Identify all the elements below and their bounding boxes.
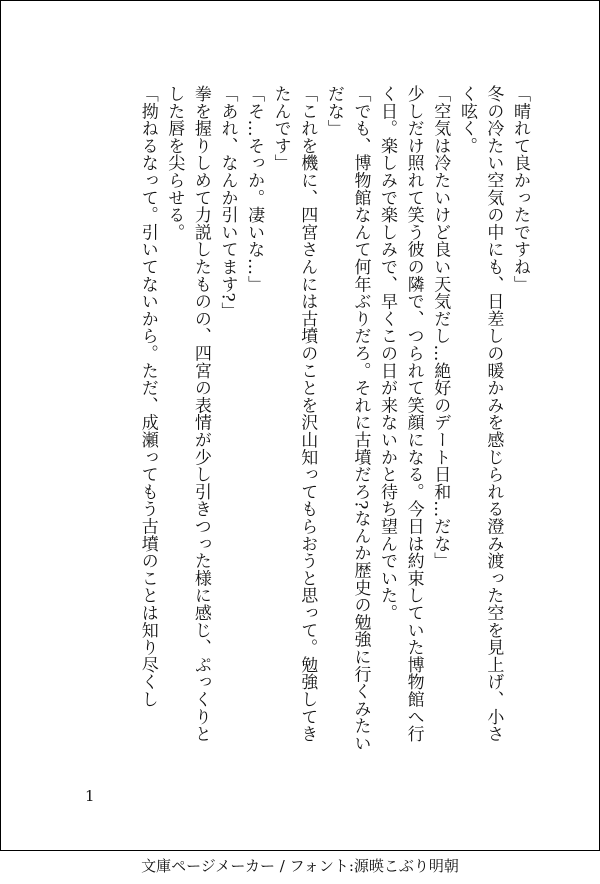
paragraph: 「そ…そっか。凄いな…」 [244,85,265,293]
paragraph: 冬の冷たい空気の中にも、日差しの暖かみを感じられる澄み渡った空を見上げ、小さく呟く。 [456,85,504,743]
paragraph: 少しだけ照れて笑う彼の隣で、つられて笑顔になる。今日は約束していた博物館へ行く日。楽しみで楽しみで、早くこの日が来ないかと待ち望んでいた。 [377,85,424,743]
paragraph: 「空気は冷たいけど良い天気だし…絶好のデート日和…だな」 [430,85,451,570]
paragraph: 「これを機に、四宮さんには古墳のことを沢山知ってもらおうと思って。勉強してきたんです」 [270,85,318,743]
body-text [71,85,533,753]
paragraph: 「あれ、なんか引いてます?」 [217,85,238,320]
paragraph: 「拗ねるなって。引いてないから。ただ、成瀬ってもう古墳のことは知り尽くし [137,85,158,708]
page-number: 1 [85,787,95,805]
paragraph: 「晴れて良かったですね」 [510,85,530,293]
paragraph: 「でも、博物館なんて何年ぶりだろ。それに古墳だろ?なんか歴史の勉強に行くみたいだな」 [323,85,371,752]
paragraph: 拳を握りしめて力説したものの、四宮の表情が少し引きつった様に感じ、ぷっくりとした唇を尖らせる。 [164,85,211,743]
footer-credit: 文庫ページメーカー / フォント:源暎こぶり明朝 [141,857,459,875]
